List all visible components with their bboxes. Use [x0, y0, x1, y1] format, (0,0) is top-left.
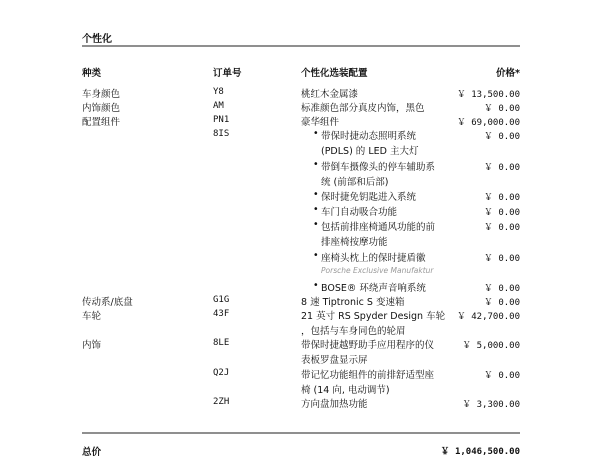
row-code: 8LE	[213, 338, 230, 348]
row-desc: 保时捷免钥匙进入系统	[321, 192, 417, 203]
row-desc: 车门自动吸合功能	[321, 207, 398, 218]
row-code: PN1	[213, 115, 230, 125]
total-value: ￥ 1,046,500.00	[440, 447, 520, 457]
row-desc-cont: 排座椅按摩功能	[321, 237, 388, 248]
row-desc: 标准颜色部分真皮内饰，黑色	[301, 103, 425, 114]
row-price: ￥ 13,500.00	[456, 90, 520, 100]
row-price: ￥ 69,000.00	[456, 118, 520, 128]
row-price: ￥ 0.00	[483, 298, 520, 308]
row-price: ￥ 0.00	[483, 104, 520, 114]
row-desc: 豪华组件	[301, 117, 340, 128]
row-category: 传动系/底盘	[82, 297, 133, 308]
row-desc: 包括前排座椅通风功能的前	[321, 222, 436, 233]
row-desc: 带记忆功能组件的前排舒适型座	[301, 370, 435, 381]
row-price: ￥ 0.00	[483, 193, 520, 203]
row-code: 8IS	[213, 129, 230, 139]
row-category: 内饰	[82, 340, 102, 351]
row-desc: BOSE® 环绕声音响系统	[321, 283, 426, 294]
row-category: 内饰颜色	[82, 103, 121, 114]
row-code: 2ZH	[213, 397, 230, 407]
row-category: 车身颜色	[82, 89, 121, 100]
row-desc-cont: 椅 (14 向, 电动调节)	[301, 385, 390, 396]
bullet-icon: •	[313, 219, 319, 230]
row-code: Y8	[213, 87, 224, 97]
bullet-icon: •	[313, 250, 319, 261]
row-desc: 带保时捷越野助手应用程序的仪	[301, 340, 435, 351]
bullet-icon: •	[313, 204, 319, 215]
row-price: ￥ 0.00	[483, 223, 520, 233]
exclusive-manufaktur-note: Porsche Exclusive Manufaktur	[321, 266, 434, 275]
row-price: ￥ 3,300.00	[462, 400, 520, 410]
row-desc: 8 速 Tiptronic S 变速箱	[301, 297, 405, 308]
row-price: ￥ 0.00	[483, 208, 520, 218]
row-desc: 座椅头枕上的保时捷盾徽	[321, 253, 426, 264]
header-option: 个性化选装配置	[301, 68, 368, 79]
section-title: 个性化	[82, 34, 112, 45]
row-price: ￥ 5,000.00	[462, 341, 520, 351]
bullet-icon: •	[313, 280, 319, 291]
bullet-icon: •	[313, 159, 319, 170]
row-code: G1G	[213, 295, 230, 305]
row-code: Q2J	[213, 368, 230, 378]
row-desc-cont: 统 (前部和后部)	[321, 177, 389, 188]
row-desc: 带保时捷动态照明系统	[321, 131, 417, 142]
total-rule	[82, 432, 520, 434]
row-desc: 方向盘加热功能	[301, 399, 368, 410]
header-price: 价格*	[496, 68, 520, 79]
row-price: ￥ 0.00	[483, 371, 520, 381]
header-order-no: 订单号	[213, 68, 242, 79]
row-category: 车轮	[82, 311, 102, 322]
row-desc: 桃红木金属漆	[301, 89, 359, 100]
row-price: ￥ 0.00	[483, 163, 520, 173]
row-desc-cont: (PDLS) 的 LED 主大灯	[321, 146, 419, 157]
bullet-icon: •	[313, 189, 319, 200]
row-price: ￥ 42,700.00	[456, 312, 520, 322]
row-desc-cont: ，包括与车身同色的轮眉	[301, 326, 406, 337]
row-desc: 21 英寸 RS Spyder Design 车轮	[301, 311, 446, 322]
row-code: AM	[213, 101, 224, 111]
header-category: 种类	[82, 68, 102, 79]
total-label: 总价	[82, 447, 102, 458]
row-price: ￥ 0.00	[483, 254, 520, 264]
row-code: 43F	[213, 309, 230, 319]
row-category: 配置组件	[82, 117, 121, 128]
bullet-icon: •	[313, 128, 319, 139]
row-price: ￥ 0.00	[483, 284, 520, 294]
row-price: ￥ 0.00	[483, 132, 520, 142]
row-desc-cont: 表板罗盘显示屏	[301, 355, 368, 366]
row-desc: 带倒车摄像头的停车辅助系	[321, 162, 436, 173]
title-rule	[82, 45, 520, 47]
